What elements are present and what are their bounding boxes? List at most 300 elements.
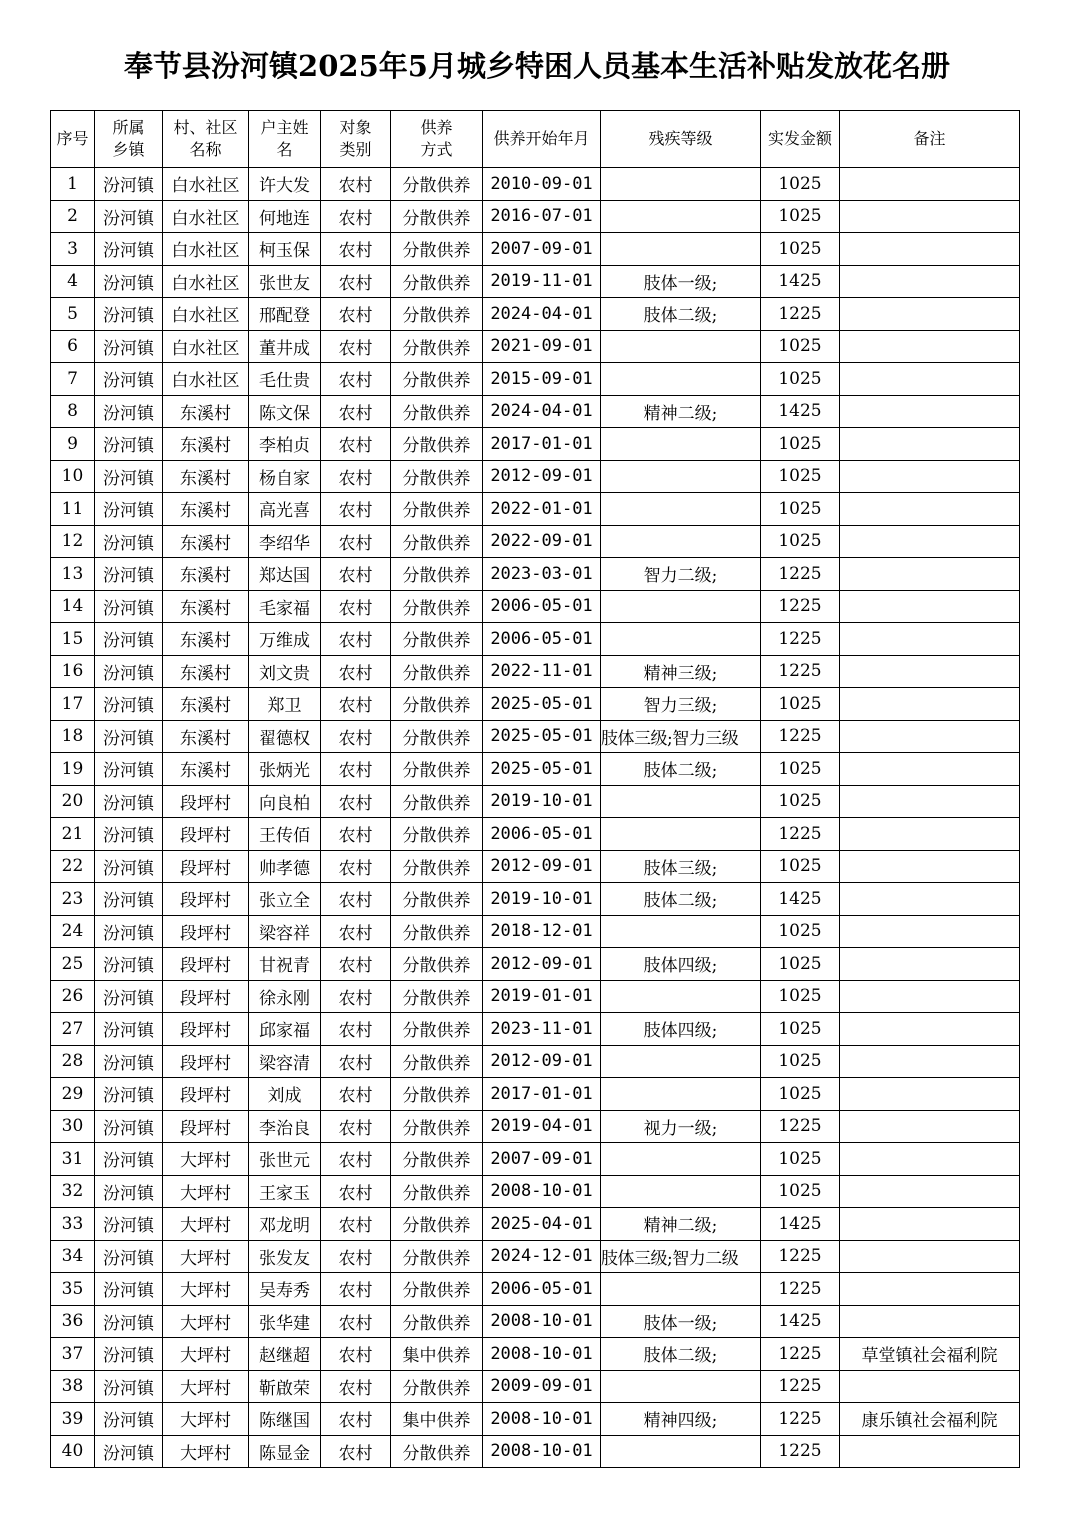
cell-note bbox=[840, 688, 1020, 721]
cell-category: 农村 bbox=[321, 1110, 391, 1143]
table-row bbox=[51, 395, 1020, 428]
cell-start-date: 2019-04-01 bbox=[483, 1110, 601, 1143]
cell-town: 汾河镇 bbox=[95, 915, 163, 948]
cell-disability: 精神三级; bbox=[601, 655, 761, 688]
col-index-header bbox=[51, 111, 95, 168]
cell-note: 草堂镇社会福利院 bbox=[840, 1338, 1020, 1371]
cell-disability bbox=[601, 980, 761, 1013]
cell-support-mode: 分散供养 bbox=[391, 1045, 483, 1078]
cell-index: 36 bbox=[51, 1305, 95, 1338]
cell-support-mode: 分散供养 bbox=[391, 1208, 483, 1241]
cell-index: 27 bbox=[51, 1013, 95, 1046]
cell-town: 汾河镇 bbox=[95, 525, 163, 558]
cell-support-mode: 分散供养 bbox=[391, 623, 483, 656]
cell-village: 段坪村 bbox=[163, 1045, 249, 1078]
table-row bbox=[51, 1338, 1020, 1371]
cell-disability: 肢体四级; bbox=[601, 1013, 761, 1046]
table-row bbox=[51, 753, 1020, 786]
table-row bbox=[51, 493, 1020, 526]
cell-category: 农村 bbox=[321, 395, 391, 428]
cell-start-date: 2012-09-01 bbox=[483, 1045, 601, 1078]
cell-category: 农村 bbox=[321, 883, 391, 916]
cell-disability: 肢体三级; bbox=[601, 850, 761, 883]
cell-category: 农村 bbox=[321, 1013, 391, 1046]
cell-start-date: 2017-01-01 bbox=[483, 428, 601, 461]
cell-village: 大坪村 bbox=[163, 1273, 249, 1306]
cell-support-mode: 分散供养 bbox=[391, 298, 483, 331]
cell-start-date: 2025-05-01 bbox=[483, 753, 601, 786]
cell-householder: 梁容清 bbox=[249, 1045, 321, 1078]
cell-index: 3 bbox=[51, 233, 95, 266]
cell-category: 农村 bbox=[321, 1435, 391, 1468]
cell-village: 东溪村 bbox=[163, 623, 249, 656]
cell-note bbox=[840, 1273, 1020, 1306]
cell-support-mode: 分散供养 bbox=[391, 428, 483, 461]
cell-support-mode: 分散供养 bbox=[391, 395, 483, 428]
cell-note: 康乐镇社会福利院 bbox=[840, 1403, 1020, 1436]
header-label-line2: 方式 bbox=[420, 140, 453, 159]
cell-disability: 肢体三级;智力三级 bbox=[601, 720, 761, 753]
cell-start-date: 2006-05-01 bbox=[483, 1273, 601, 1306]
cell-disability bbox=[601, 493, 761, 526]
cell-support-mode: 分散供养 bbox=[391, 785, 483, 818]
table-row bbox=[51, 850, 1020, 883]
cell-town: 汾河镇 bbox=[95, 395, 163, 428]
cell-category: 农村 bbox=[321, 785, 391, 818]
cell-category: 农村 bbox=[321, 818, 391, 851]
cell-town: 汾河镇 bbox=[95, 590, 163, 623]
cell-note bbox=[840, 298, 1020, 331]
cell-householder: 帅孝德 bbox=[249, 850, 321, 883]
cell-disability bbox=[601, 590, 761, 623]
cell-householder: 张炳光 bbox=[249, 753, 321, 786]
cell-disability: 精神二级; bbox=[601, 1208, 761, 1241]
cell-index: 7 bbox=[51, 363, 95, 396]
cell-disability bbox=[601, 363, 761, 396]
cell-disability bbox=[601, 428, 761, 461]
cell-village: 段坪村 bbox=[163, 850, 249, 883]
cell-householder: 张世元 bbox=[249, 1143, 321, 1176]
cell-category: 农村 bbox=[321, 525, 391, 558]
cell-village: 段坪村 bbox=[163, 1013, 249, 1046]
cell-start-date: 2024-04-01 bbox=[483, 298, 601, 331]
cell-disability bbox=[601, 330, 761, 363]
cell-category: 农村 bbox=[321, 330, 391, 363]
cell-note bbox=[840, 948, 1020, 981]
cell-category: 农村 bbox=[321, 428, 391, 461]
cell-start-date: 2006-05-01 bbox=[483, 818, 601, 851]
cell-amount: 1025 bbox=[761, 688, 840, 721]
col-note-header bbox=[840, 111, 1020, 168]
cell-category: 农村 bbox=[321, 980, 391, 1013]
cell-support-mode: 分散供养 bbox=[391, 330, 483, 363]
cell-householder: 张世友 bbox=[249, 265, 321, 298]
table-row bbox=[51, 460, 1020, 493]
cell-town: 汾河镇 bbox=[95, 1013, 163, 1046]
cell-support-mode: 分散供养 bbox=[391, 1435, 483, 1468]
cell-index: 22 bbox=[51, 850, 95, 883]
cell-support-mode: 分散供养 bbox=[391, 168, 483, 201]
cell-category: 农村 bbox=[321, 1208, 391, 1241]
cell-village: 段坪村 bbox=[163, 980, 249, 1013]
table-row bbox=[51, 168, 1020, 201]
cell-disability: 智力三级; bbox=[601, 688, 761, 721]
cell-amount: 1025 bbox=[761, 785, 840, 818]
cell-index: 23 bbox=[51, 883, 95, 916]
cell-note bbox=[840, 1110, 1020, 1143]
cell-disability bbox=[601, 1143, 761, 1176]
cell-disability: 智力二级; bbox=[601, 558, 761, 591]
table-row bbox=[51, 1175, 1020, 1208]
cell-category: 农村 bbox=[321, 460, 391, 493]
cell-amount: 1225 bbox=[761, 818, 840, 851]
cell-start-date: 2009-09-01 bbox=[483, 1370, 601, 1403]
cell-category: 农村 bbox=[321, 1370, 391, 1403]
cell-start-date: 2024-04-01 bbox=[483, 395, 601, 428]
cell-disability bbox=[601, 1175, 761, 1208]
cell-start-date: 2015-09-01 bbox=[483, 363, 601, 396]
cell-householder: 毛仕贵 bbox=[249, 363, 321, 396]
cell-disability: 精神二级; bbox=[601, 395, 761, 428]
cell-category: 农村 bbox=[321, 720, 391, 753]
table-row bbox=[51, 558, 1020, 591]
table-row bbox=[51, 1305, 1020, 1338]
cell-note bbox=[840, 818, 1020, 851]
cell-support-mode: 分散供养 bbox=[391, 1175, 483, 1208]
cell-village: 大坪村 bbox=[163, 1175, 249, 1208]
cell-village: 白水社区 bbox=[163, 168, 249, 201]
cell-amount: 1025 bbox=[761, 948, 840, 981]
cell-amount: 1225 bbox=[761, 720, 840, 753]
cell-start-date: 2025-05-01 bbox=[483, 688, 601, 721]
cell-note bbox=[840, 590, 1020, 623]
cell-householder: 刘成 bbox=[249, 1078, 321, 1111]
header-row bbox=[51, 111, 1020, 168]
cell-support-mode: 分散供养 bbox=[391, 980, 483, 1013]
cell-disability: 肢体三级;智力二级 bbox=[601, 1240, 761, 1273]
cell-start-date: 2022-11-01 bbox=[483, 655, 601, 688]
cell-amount: 1225 bbox=[761, 1370, 840, 1403]
cell-note bbox=[840, 915, 1020, 948]
cell-householder: 翟德权 bbox=[249, 720, 321, 753]
cell-householder: 李治良 bbox=[249, 1110, 321, 1143]
cell-note bbox=[840, 168, 1020, 201]
cell-note bbox=[840, 493, 1020, 526]
cell-note bbox=[840, 200, 1020, 233]
cell-village: 段坪村 bbox=[163, 1110, 249, 1143]
col-village-header bbox=[163, 111, 249, 168]
cell-support-mode: 分散供养 bbox=[391, 1143, 483, 1176]
cell-index: 29 bbox=[51, 1078, 95, 1111]
cell-index: 4 bbox=[51, 265, 95, 298]
cell-category: 农村 bbox=[321, 688, 391, 721]
cell-village: 白水社区 bbox=[163, 298, 249, 331]
cell-householder: 邱家福 bbox=[249, 1013, 321, 1046]
cell-start-date: 2022-09-01 bbox=[483, 525, 601, 558]
cell-amount: 1025 bbox=[761, 980, 840, 1013]
cell-amount: 1225 bbox=[761, 1240, 840, 1273]
cell-start-date: 2019-10-01 bbox=[483, 785, 601, 818]
cell-index: 40 bbox=[51, 1435, 95, 1468]
table-row bbox=[51, 655, 1020, 688]
header-label: 供养开始年月 bbox=[493, 129, 590, 148]
cell-amount: 1025 bbox=[761, 915, 840, 948]
cell-amount: 1225 bbox=[761, 1338, 840, 1371]
cell-town: 汾河镇 bbox=[95, 948, 163, 981]
cell-village: 段坪村 bbox=[163, 818, 249, 851]
cell-start-date: 2022-01-01 bbox=[483, 493, 601, 526]
cell-amount: 1225 bbox=[761, 655, 840, 688]
cell-disability bbox=[601, 1078, 761, 1111]
cell-category: 农村 bbox=[321, 850, 391, 883]
cell-index: 26 bbox=[51, 980, 95, 1013]
cell-note bbox=[840, 1370, 1020, 1403]
cell-town: 汾河镇 bbox=[95, 753, 163, 786]
cell-start-date: 2006-05-01 bbox=[483, 623, 601, 656]
cell-town: 汾河镇 bbox=[95, 1240, 163, 1273]
cell-start-date: 2012-09-01 bbox=[483, 460, 601, 493]
cell-town: 汾河镇 bbox=[95, 1273, 163, 1306]
table-row bbox=[51, 1078, 1020, 1111]
cell-category: 农村 bbox=[321, 1273, 391, 1306]
cell-householder: 刘文贵 bbox=[249, 655, 321, 688]
cell-support-mode: 分散供养 bbox=[391, 265, 483, 298]
cell-amount: 1425 bbox=[761, 395, 840, 428]
cell-householder: 王传佰 bbox=[249, 818, 321, 851]
cell-category: 农村 bbox=[321, 623, 391, 656]
cell-village: 大坪村 bbox=[163, 1370, 249, 1403]
cell-start-date: 2019-10-01 bbox=[483, 883, 601, 916]
cell-town: 汾河镇 bbox=[95, 428, 163, 461]
table-row bbox=[51, 1143, 1020, 1176]
cell-village: 大坪村 bbox=[163, 1240, 249, 1273]
cell-start-date: 2007-09-01 bbox=[483, 1143, 601, 1176]
cell-note bbox=[840, 785, 1020, 818]
cell-amount: 1025 bbox=[761, 1078, 840, 1111]
cell-disability: 精神四级; bbox=[601, 1403, 761, 1436]
cell-category: 农村 bbox=[321, 363, 391, 396]
cell-householder: 吴寿秀 bbox=[249, 1273, 321, 1306]
cell-village: 东溪村 bbox=[163, 753, 249, 786]
cell-index: 6 bbox=[51, 330, 95, 363]
cell-village: 东溪村 bbox=[163, 590, 249, 623]
table-row bbox=[51, 233, 1020, 266]
cell-householder: 靳啟荣 bbox=[249, 1370, 321, 1403]
cell-support-mode: 分散供养 bbox=[391, 720, 483, 753]
cell-note bbox=[840, 883, 1020, 916]
header-label-line2: 名 bbox=[276, 140, 293, 159]
cell-support-mode: 集中供养 bbox=[391, 1338, 483, 1371]
cell-village: 段坪村 bbox=[163, 1078, 249, 1111]
cell-disability bbox=[601, 623, 761, 656]
table-row bbox=[51, 883, 1020, 916]
table-row bbox=[51, 1403, 1020, 1436]
cell-amount: 1225 bbox=[761, 1435, 840, 1468]
table-row bbox=[51, 818, 1020, 851]
cell-householder: 陈显金 bbox=[249, 1435, 321, 1468]
cell-support-mode: 分散供养 bbox=[391, 883, 483, 916]
cell-index: 10 bbox=[51, 460, 95, 493]
cell-start-date: 2008-10-01 bbox=[483, 1403, 601, 1436]
cell-town: 汾河镇 bbox=[95, 1175, 163, 1208]
cell-householder: 高光喜 bbox=[249, 493, 321, 526]
cell-amount: 1225 bbox=[761, 1110, 840, 1143]
cell-index: 16 bbox=[51, 655, 95, 688]
table-row bbox=[51, 590, 1020, 623]
cell-town: 汾河镇 bbox=[95, 1143, 163, 1176]
cell-amount: 1025 bbox=[761, 850, 840, 883]
cell-index: 32 bbox=[51, 1175, 95, 1208]
header-label-line2: 类别 bbox=[339, 140, 372, 159]
cell-amount: 1425 bbox=[761, 1305, 840, 1338]
table-row bbox=[51, 298, 1020, 331]
cell-householder: 许大发 bbox=[249, 168, 321, 201]
table-row bbox=[51, 1045, 1020, 1078]
cell-town: 汾河镇 bbox=[95, 785, 163, 818]
cell-householder: 毛家福 bbox=[249, 590, 321, 623]
cell-index: 31 bbox=[51, 1143, 95, 1176]
cell-town: 汾河镇 bbox=[95, 200, 163, 233]
cell-disability: 肢体一级; bbox=[601, 1305, 761, 1338]
cell-index: 1 bbox=[51, 168, 95, 201]
cell-town: 汾河镇 bbox=[95, 1078, 163, 1111]
cell-householder: 郑达国 bbox=[249, 558, 321, 591]
col-start-date-header bbox=[483, 111, 601, 168]
cell-village: 大坪村 bbox=[163, 1305, 249, 1338]
table-header bbox=[51, 111, 1020, 168]
cell-householder: 陈继国 bbox=[249, 1403, 321, 1436]
cell-amount: 1225 bbox=[761, 1403, 840, 1436]
cell-disability bbox=[601, 460, 761, 493]
table-row bbox=[51, 1240, 1020, 1273]
cell-village: 东溪村 bbox=[163, 460, 249, 493]
cell-start-date: 2006-05-01 bbox=[483, 590, 601, 623]
cell-index: 37 bbox=[51, 1338, 95, 1371]
cell-householder: 徐永刚 bbox=[249, 980, 321, 1013]
cell-town: 汾河镇 bbox=[95, 688, 163, 721]
cell-amount: 1025 bbox=[761, 1143, 840, 1176]
cell-start-date: 2017-01-01 bbox=[483, 1078, 601, 1111]
cell-support-mode: 分散供养 bbox=[391, 1240, 483, 1273]
cell-town: 汾河镇 bbox=[95, 330, 163, 363]
cell-category: 农村 bbox=[321, 915, 391, 948]
cell-category: 农村 bbox=[321, 1078, 391, 1111]
cell-village: 大坪村 bbox=[163, 1338, 249, 1371]
cell-note bbox=[840, 428, 1020, 461]
cell-disability: 肢体二级; bbox=[601, 1338, 761, 1371]
cell-amount: 1025 bbox=[761, 428, 840, 461]
cell-amount: 1025 bbox=[761, 330, 840, 363]
cell-note bbox=[840, 395, 1020, 428]
cell-support-mode: 分散供养 bbox=[391, 1078, 483, 1111]
header-label: 序号 bbox=[56, 129, 89, 148]
cell-support-mode: 分散供养 bbox=[391, 525, 483, 558]
cell-amount: 1025 bbox=[761, 1045, 840, 1078]
cell-note bbox=[840, 1143, 1020, 1176]
col-householder-header bbox=[249, 111, 321, 168]
cell-note bbox=[840, 363, 1020, 396]
cell-village: 白水社区 bbox=[163, 363, 249, 396]
cell-index: 35 bbox=[51, 1273, 95, 1306]
cell-category: 农村 bbox=[321, 298, 391, 331]
cell-note bbox=[840, 558, 1020, 591]
table-row bbox=[51, 785, 1020, 818]
cell-note bbox=[840, 850, 1020, 883]
cell-householder: 郑卫 bbox=[249, 688, 321, 721]
cell-town: 汾河镇 bbox=[95, 1338, 163, 1371]
cell-index: 25 bbox=[51, 948, 95, 981]
cell-disability bbox=[601, 1370, 761, 1403]
cell-category: 农村 bbox=[321, 265, 391, 298]
cell-index: 20 bbox=[51, 785, 95, 818]
cell-category: 农村 bbox=[321, 1240, 391, 1273]
col-disability-header bbox=[601, 111, 761, 168]
table-row bbox=[51, 720, 1020, 753]
cell-start-date: 2018-12-01 bbox=[483, 915, 601, 948]
cell-town: 汾河镇 bbox=[95, 233, 163, 266]
cell-disability bbox=[601, 233, 761, 266]
cell-start-date: 2008-10-01 bbox=[483, 1305, 601, 1338]
cell-disability: 肢体四级; bbox=[601, 948, 761, 981]
cell-village: 白水社区 bbox=[163, 200, 249, 233]
cell-start-date: 2019-01-01 bbox=[483, 980, 601, 1013]
cell-householder: 何地连 bbox=[249, 200, 321, 233]
cell-start-date: 2025-05-01 bbox=[483, 720, 601, 753]
cell-disability bbox=[601, 785, 761, 818]
cell-village: 大坪村 bbox=[163, 1403, 249, 1436]
cell-note bbox=[840, 623, 1020, 656]
cell-town: 汾河镇 bbox=[95, 265, 163, 298]
cell-note bbox=[840, 1045, 1020, 1078]
header-label: 供养 bbox=[420, 118, 453, 137]
cell-support-mode: 分散供养 bbox=[391, 558, 483, 591]
cell-start-date: 2023-03-01 bbox=[483, 558, 601, 591]
cell-index: 12 bbox=[51, 525, 95, 558]
cell-index: 11 bbox=[51, 493, 95, 526]
col-support-mode-header bbox=[391, 111, 483, 168]
cell-note bbox=[840, 1013, 1020, 1046]
col-town-header bbox=[95, 111, 163, 168]
cell-householder: 赵继超 bbox=[249, 1338, 321, 1371]
cell-index: 14 bbox=[51, 590, 95, 623]
cell-town: 汾河镇 bbox=[95, 623, 163, 656]
table-row bbox=[51, 688, 1020, 721]
cell-town: 汾河镇 bbox=[95, 1208, 163, 1241]
cell-category: 农村 bbox=[321, 655, 391, 688]
cell-index: 18 bbox=[51, 720, 95, 753]
cell-householder: 李绍华 bbox=[249, 525, 321, 558]
cell-amount: 1225 bbox=[761, 623, 840, 656]
cell-town: 汾河镇 bbox=[95, 883, 163, 916]
cell-householder: 李柏贞 bbox=[249, 428, 321, 461]
cell-householder: 张立全 bbox=[249, 883, 321, 916]
cell-village: 东溪村 bbox=[163, 525, 249, 558]
cell-town: 汾河镇 bbox=[95, 655, 163, 688]
cell-village: 东溪村 bbox=[163, 428, 249, 461]
table-row bbox=[51, 330, 1020, 363]
cell-amount: 1025 bbox=[761, 493, 840, 526]
header-label: 户主姓 bbox=[260, 118, 309, 137]
cell-disability bbox=[601, 168, 761, 201]
cell-index: 21 bbox=[51, 818, 95, 851]
cell-index: 24 bbox=[51, 915, 95, 948]
cell-village: 段坪村 bbox=[163, 915, 249, 948]
cell-category: 农村 bbox=[321, 1338, 391, 1371]
cell-category: 农村 bbox=[321, 233, 391, 266]
cell-support-mode: 分散供养 bbox=[391, 1110, 483, 1143]
table-row bbox=[51, 363, 1020, 396]
cell-start-date: 2024-12-01 bbox=[483, 1240, 601, 1273]
